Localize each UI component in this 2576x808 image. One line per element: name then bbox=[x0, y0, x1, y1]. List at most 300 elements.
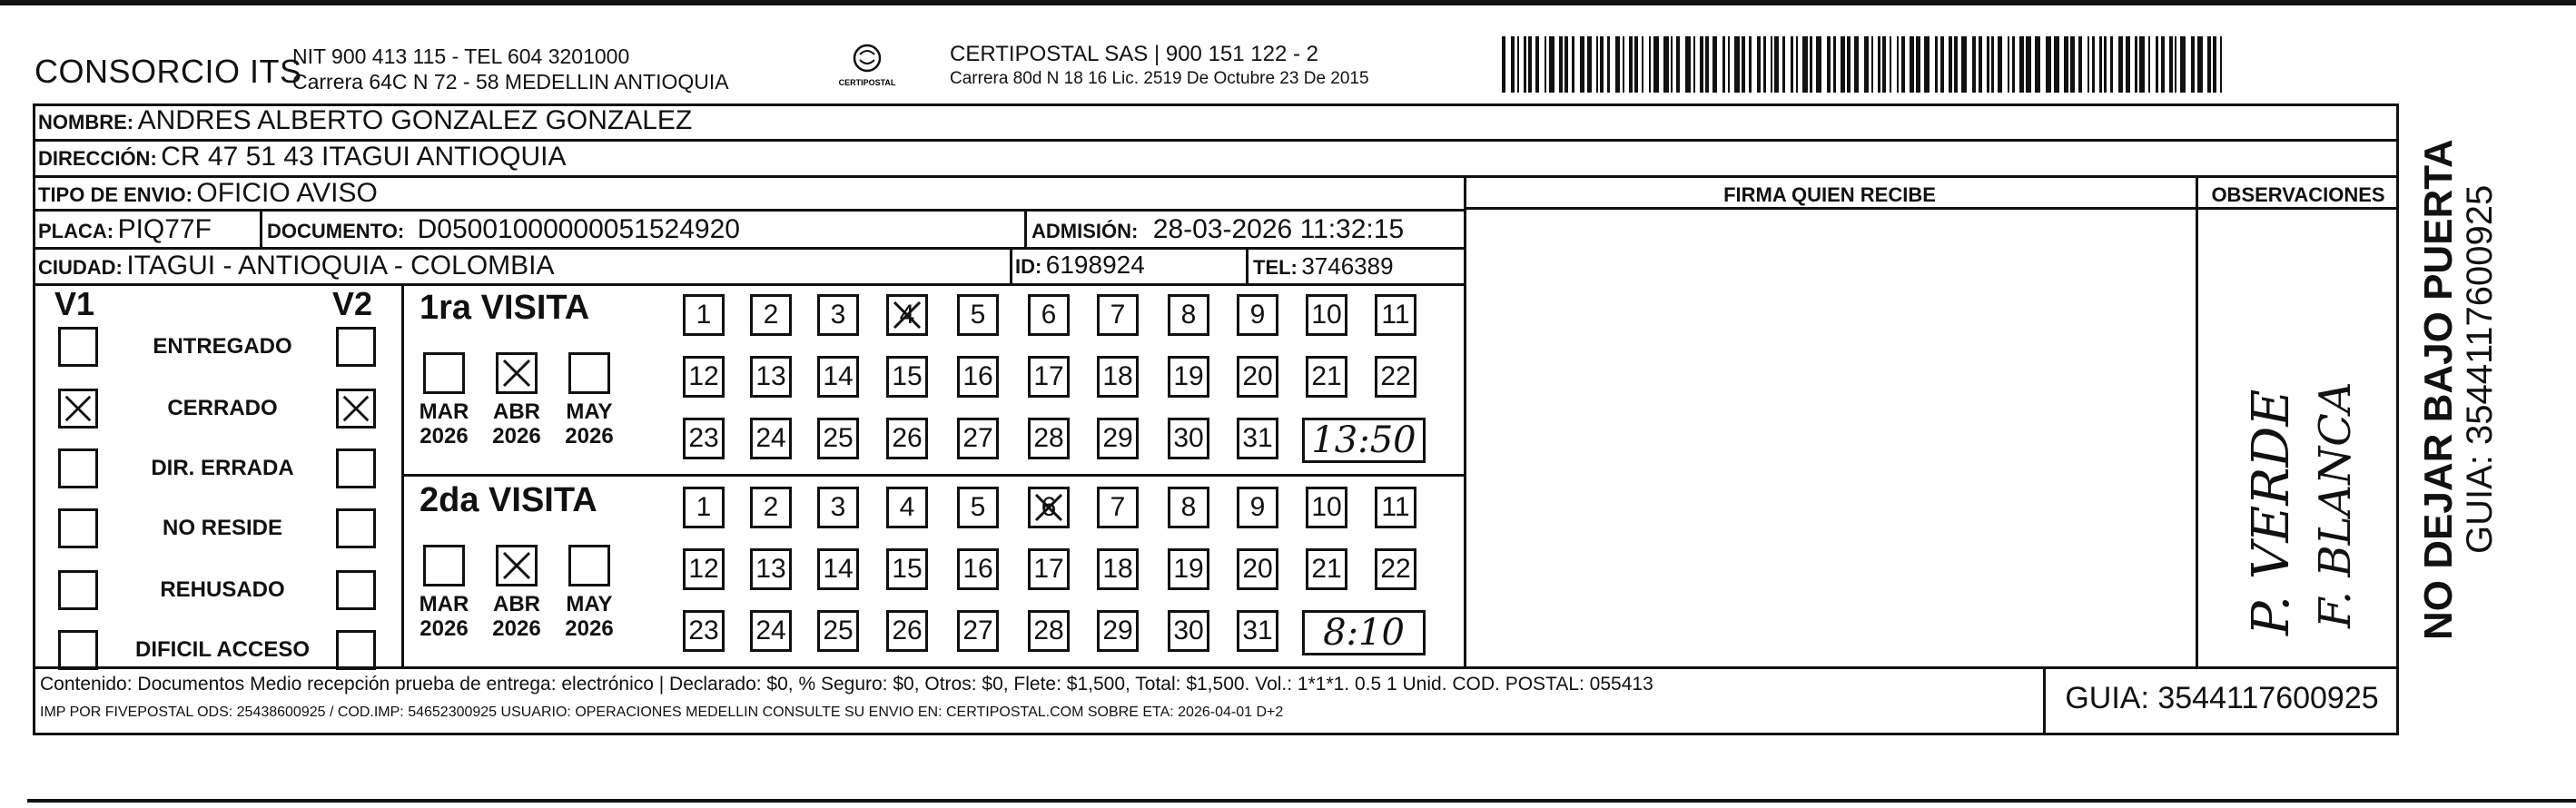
visit2-day-number: 2 bbox=[763, 492, 779, 522]
barcode-bar bbox=[2156, 36, 2158, 93]
visit1-day-cell[interactable] bbox=[886, 294, 928, 336]
barcode-bar bbox=[2110, 36, 2113, 93]
visit1-day-cell[interactable] bbox=[1097, 294, 1139, 336]
visit2-day-cell[interactable] bbox=[750, 487, 792, 528]
visit1-day-cell[interactable] bbox=[886, 356, 928, 398]
visit2-day-number: 20 bbox=[1242, 554, 1273, 584]
side-guia: GUIA: 3544117600925 bbox=[2460, 184, 2500, 554]
barcode-bar bbox=[2175, 36, 2176, 93]
barcode-bar bbox=[1972, 36, 1976, 93]
visit2-month-checkbox[interactable] bbox=[423, 545, 465, 586]
visit1-day-number: 18 bbox=[1102, 361, 1133, 391]
placa-cell bbox=[38, 214, 212, 245]
documento-value: D05001000000051524920 bbox=[417, 214, 740, 244]
visit2-day-number: 4 bbox=[899, 492, 915, 522]
side-text bbox=[2406, 118, 2570, 654]
barcode-bar bbox=[1864, 36, 1869, 93]
visit1-day-number: 3 bbox=[830, 300, 846, 330]
visit1-day-number: 7 bbox=[1110, 300, 1126, 330]
visit1-day-number: 31 bbox=[1242, 423, 1273, 453]
visit2-day-cell[interactable] bbox=[817, 610, 859, 652]
visit2-day-number: 29 bbox=[1102, 616, 1133, 645]
visit2-day-number: 15 bbox=[892, 554, 923, 584]
barcode-bar bbox=[2019, 36, 2024, 93]
barcode-bar bbox=[1847, 36, 1851, 93]
visit1-day-number: 17 bbox=[1033, 361, 1064, 391]
issuer-address: Carrera 64C N 72 - 58 MEDELLIN ANTIOQUIA bbox=[292, 70, 729, 94]
tipo-label: TIPO DE ENVIO: bbox=[38, 183, 192, 206]
barcode-bar bbox=[2220, 36, 2222, 93]
visit1-time-box[interactable]: 13:50 bbox=[1302, 418, 1426, 463]
visit2-day-cell[interactable] bbox=[683, 610, 725, 652]
visit2-day-cell[interactable] bbox=[1097, 487, 1139, 528]
visit1-day-cell[interactable] bbox=[750, 294, 792, 336]
visit1-day-cell[interactable] bbox=[1306, 294, 1347, 336]
barcode-bar bbox=[1634, 36, 1638, 93]
v2-label: V2 bbox=[332, 285, 373, 322]
barcode-bar bbox=[2197, 36, 2203, 93]
visit2-day-cell[interactable] bbox=[1168, 548, 1209, 590]
barcode-bar bbox=[1676, 36, 1680, 93]
visit2-day-number: 12 bbox=[688, 554, 719, 584]
tipo-row bbox=[38, 178, 378, 209]
barcode-bar bbox=[1528, 36, 1532, 93]
visit2-day-number: 31 bbox=[1242, 616, 1273, 645]
barcode-bar bbox=[1517, 36, 1519, 93]
direccion-label: DIRECCIÓN: bbox=[38, 147, 157, 170]
visit2-day-number: 10 bbox=[1311, 492, 1342, 522]
visit2-day-number: 21 bbox=[1311, 554, 1342, 584]
visit1-day-cell[interactable] bbox=[1237, 294, 1278, 336]
barcode-bar bbox=[1615, 36, 1620, 93]
visit1-day-number: 2 bbox=[763, 300, 779, 330]
visit2-month-checkbox[interactable] bbox=[496, 545, 538, 586]
barcode-bar bbox=[1596, 36, 1598, 93]
status-v1-checkbox[interactable] bbox=[58, 508, 98, 548]
nombre-value: ANDRES ALBERTO GONZALEZ GONZALEZ bbox=[137, 105, 693, 135]
barcode-bar bbox=[1816, 36, 1821, 93]
id-label: ID: bbox=[1015, 255, 1042, 278]
visit1-day-number: 21 bbox=[1311, 361, 1342, 391]
visit2-day-cell[interactable] bbox=[886, 548, 928, 590]
visit2-day-cell[interactable] bbox=[1168, 487, 1209, 528]
visit2-day-cell[interactable] bbox=[1237, 487, 1278, 528]
barcode-bar bbox=[2169, 36, 2173, 93]
visit2-day-cell[interactable] bbox=[957, 548, 999, 590]
barcode-bar bbox=[1545, 36, 1546, 93]
row-divider bbox=[1464, 207, 2399, 210]
barcode-bar bbox=[1663, 36, 1669, 93]
barcode-bar bbox=[2139, 36, 2145, 93]
barcode-bar bbox=[1897, 36, 1899, 93]
visit2-day-number: 17 bbox=[1033, 554, 1064, 584]
ciudad-label: CIUDAD: bbox=[38, 256, 123, 279]
barcode-bar bbox=[2207, 36, 2211, 93]
visit1-day-cell[interactable] bbox=[683, 294, 725, 336]
visit2-day-cell[interactable] bbox=[1028, 548, 1070, 590]
barcode-bar bbox=[1734, 36, 1740, 93]
visit1-day-number: 22 bbox=[1380, 361, 1411, 391]
barcode-bar bbox=[1991, 36, 1994, 93]
barcode-bar bbox=[1712, 36, 1717, 93]
visit2-day-cell[interactable] bbox=[683, 487, 725, 528]
col-divider bbox=[260, 212, 262, 248]
visit2-day-cell[interactable] bbox=[1375, 548, 1416, 590]
visit2-day-cell[interactable] bbox=[1237, 548, 1278, 590]
visit2-day-cell[interactable] bbox=[1028, 610, 1070, 652]
row-divider bbox=[33, 209, 1466, 212]
visit2-day-number: 8 bbox=[1180, 492, 1197, 522]
visit1-day-number: 20 bbox=[1242, 361, 1273, 391]
issuer-info bbox=[292, 44, 729, 94]
visit1-day-cell[interactable] bbox=[957, 418, 999, 459]
barcode-bar bbox=[1502, 36, 1505, 93]
visit2-day-number: 13 bbox=[755, 554, 786, 584]
barcode-bar bbox=[1878, 36, 1880, 93]
visit1-day-cell[interactable] bbox=[817, 356, 859, 398]
visit2-day-number: 18 bbox=[1102, 554, 1133, 584]
barcode-bar bbox=[1910, 36, 1914, 93]
barcode-bar bbox=[2092, 36, 2095, 93]
visit1-day-cell[interactable] bbox=[957, 294, 999, 336]
status-v1-checkbox[interactable] bbox=[58, 570, 98, 610]
col-divider bbox=[401, 474, 1466, 477]
footer-guia: GUIA: 3544117600925 bbox=[2065, 681, 2379, 715]
barcode-bar bbox=[2070, 36, 2075, 93]
visit2-day-number: 3 bbox=[830, 492, 846, 522]
barcode-bar bbox=[1854, 36, 1859, 93]
barcode-bar bbox=[1742, 36, 1745, 93]
tipo-value: OFICIO AVISO bbox=[196, 178, 378, 208]
visit1-day-cell[interactable] bbox=[957, 356, 999, 398]
barcode-bar bbox=[2008, 36, 2009, 93]
barcode-bar bbox=[1901, 36, 1905, 93]
barcode-bar bbox=[1524, 36, 1526, 93]
visit2-month-label: ABR 2026 bbox=[492, 592, 541, 641]
visit1-day-number: 9 bbox=[1249, 300, 1266, 330]
barcode-bar bbox=[1559, 36, 1563, 93]
tel-cell bbox=[1253, 252, 1394, 281]
visit1-day-cell[interactable] bbox=[1168, 418, 1209, 459]
id-value: 6198924 bbox=[1045, 251, 1145, 279]
visit1-day-number: 13 bbox=[755, 361, 786, 391]
visit1-day-mark bbox=[889, 297, 925, 340]
brand-name: CONSORCIO ITS bbox=[35, 53, 302, 90]
barcode-bar bbox=[1954, 36, 1958, 93]
barcode-bar bbox=[2180, 36, 2186, 93]
id-cell bbox=[1015, 251, 1145, 280]
direccion-value: CR 47 51 43 ITAGUI ANTIOQUIA bbox=[161, 142, 567, 172]
footer-imp: IMP POR FIVEPOSTAL ODS: 25438600925 / COD.IMP: 54652300925 USUARIO: OPERACIONES MEDELLIN CONSULTE SU ENVIO EN: CERTIPOSTAL.COM SOBRE ETA: 2026-04-01 D+2 bbox=[40, 705, 1284, 720]
visit2-day-number: 27 bbox=[962, 616, 993, 645]
row-divider bbox=[33, 283, 1466, 286]
status-v2-checkbox[interactable] bbox=[336, 327, 376, 367]
status-v1-checkbox[interactable] bbox=[58, 630, 98, 670]
barcode-bar bbox=[2099, 36, 2102, 93]
barcode-bar bbox=[1961, 36, 1967, 93]
barcode-bar bbox=[1607, 36, 1610, 93]
barcode-bar bbox=[1924, 36, 1930, 93]
visit2-day-cell[interactable] bbox=[1237, 610, 1278, 652]
visit2-day-cell[interactable] bbox=[1306, 548, 1347, 590]
barcode-bar bbox=[1572, 36, 1574, 93]
visit2-day-number: 11 bbox=[1381, 492, 1410, 522]
visit1-month-checkbox[interactable] bbox=[496, 352, 538, 394]
status-option-label: DIR. ERRADA bbox=[151, 456, 294, 480]
row-divider bbox=[33, 247, 1466, 250]
col-divider bbox=[1010, 249, 1012, 285]
placa-label: PLACA: bbox=[38, 220, 114, 242]
visit2-time-box[interactable]: 8:10 bbox=[1302, 610, 1426, 655]
status-v2-checkbox[interactable] bbox=[336, 630, 376, 670]
documento-cell bbox=[267, 214, 740, 245]
documento-label: DOCUMENTO: bbox=[267, 220, 405, 242]
status-v1-checkbox[interactable] bbox=[58, 389, 98, 429]
barcode-bar bbox=[1653, 36, 1659, 93]
visit2-day-cell[interactable] bbox=[1028, 487, 1070, 528]
certipostal-line: CERTIPOSTAL SAS | 900 151 122 - 2 bbox=[950, 42, 1318, 66]
ciudad-cell bbox=[38, 251, 555, 281]
visit1-day-cell[interactable] bbox=[817, 418, 859, 459]
barcode-bar bbox=[1705, 36, 1709, 93]
barcode-bar bbox=[1623, 36, 1624, 93]
visit1-month-label: MAR 2026 bbox=[419, 399, 469, 448]
visit1-day-cell[interactable] bbox=[1168, 356, 1209, 398]
visit1-day-number: 16 bbox=[962, 361, 993, 391]
visit1-day-number: 5 bbox=[970, 300, 986, 330]
visit1-day-number: 29 bbox=[1102, 423, 1133, 453]
firma-label: FIRMA QUIEN RECIBE bbox=[1723, 183, 1936, 206]
visit2-day-number: 19 bbox=[1173, 554, 1204, 584]
visit1-day-cell[interactable] bbox=[750, 356, 792, 398]
visit2-day-cell[interactable] bbox=[817, 548, 859, 590]
visit2-day-number: 16 bbox=[962, 554, 993, 584]
barcode-bar bbox=[2148, 36, 2150, 93]
visit1-day-cell[interactable] bbox=[1097, 418, 1139, 459]
visit1-day-number: 4 bbox=[899, 300, 915, 330]
tel-value: 3746389 bbox=[1301, 252, 1394, 280]
barcode-bar bbox=[1987, 36, 1989, 93]
visit1-day-cell[interactable] bbox=[1097, 356, 1139, 398]
barcode-bar bbox=[1833, 36, 1836, 93]
col-divider bbox=[1024, 212, 1027, 248]
barcode-bar bbox=[2046, 36, 2051, 93]
handwritten-line2: F. BLANCA bbox=[2310, 381, 2361, 628]
barcode-bar bbox=[1782, 36, 1785, 93]
barcode-bar bbox=[1642, 36, 1643, 93]
visit1-day-number: 1 bbox=[696, 300, 712, 330]
barcode-bar bbox=[2135, 36, 2137, 93]
barcode-bar bbox=[1549, 36, 1554, 93]
visit2-day-cell[interactable] bbox=[1375, 487, 1416, 528]
tel-label: TEL: bbox=[1253, 256, 1298, 279]
visit1-day-cell[interactable] bbox=[1028, 356, 1070, 398]
barcode-bar bbox=[1827, 36, 1831, 93]
barcode-bar bbox=[1587, 36, 1592, 93]
visit1-title: 1ra VISITA bbox=[419, 289, 590, 327]
visit1-day-number: 30 bbox=[1173, 423, 1204, 453]
visit2-day-number: 25 bbox=[823, 616, 854, 645]
visit1-day-cell[interactable] bbox=[1237, 356, 1278, 398]
visit2-day-cell[interactable] bbox=[1168, 610, 1209, 652]
logo-text: CERTIPOSTAL bbox=[838, 78, 896, 87]
barcode-bar bbox=[1693, 36, 1695, 93]
barcode-bar bbox=[1535, 36, 1539, 93]
visit1-day-cell[interactable] bbox=[1168, 294, 1209, 336]
visit2-day-number: 30 bbox=[1173, 616, 1204, 645]
nombre-label: NOMBRE: bbox=[38, 111, 134, 133]
visit1-day-cell[interactable] bbox=[1306, 356, 1347, 398]
barcode-bar bbox=[1685, 36, 1691, 93]
visit2-day-cell[interactable] bbox=[750, 548, 792, 590]
visit2-day-cell[interactable] bbox=[1097, 548, 1139, 590]
footer-contenido: Contenido: Documentos Medio recepción prueba de entrega: electrónico | Declarado: $0, % Seguro: $0, Otros: $0, Flete: $1,500, Total: $1,500. Vol.: 1*1*1. 0.5 1 Unid. COD. POSTAL: 055413 bbox=[40, 674, 1653, 695]
visit2-day-number: 5 bbox=[970, 492, 986, 522]
visit2-day-mark bbox=[1031, 489, 1067, 533]
barcode-bar bbox=[2191, 36, 2195, 93]
visit1-day-number: 25 bbox=[823, 423, 854, 453]
visit1-day-number: 10 bbox=[1311, 300, 1342, 330]
barcode-bar bbox=[1871, 36, 1873, 93]
barcode-bar bbox=[2012, 36, 2015, 93]
barcode-bar bbox=[1649, 36, 1651, 93]
barcode-bar bbox=[1757, 36, 1761, 93]
bottom-border bbox=[27, 799, 2576, 803]
visit2-day-number: 7 bbox=[1110, 492, 1126, 522]
barcode-bar bbox=[1802, 36, 1808, 93]
visit2-day-cell[interactable] bbox=[957, 610, 999, 652]
visit1-day-cell[interactable] bbox=[1028, 294, 1070, 336]
status-option-label: REHUSADO bbox=[160, 577, 285, 602]
col-divider bbox=[1464, 175, 1466, 668]
barcode-bar bbox=[1810, 36, 1812, 93]
visit2-title: 2da VISITA bbox=[419, 481, 597, 519]
visit1-day-cell[interactable] bbox=[683, 418, 725, 459]
visit2-day-cell[interactable] bbox=[750, 610, 792, 652]
handwritten-line1: P. VERDE bbox=[2242, 389, 2301, 636]
visit2-day-number: 1 bbox=[696, 492, 712, 522]
visit1-day-number: 14 bbox=[823, 361, 854, 391]
status-v2-checkbox[interactable] bbox=[336, 508, 376, 548]
visit2-day-cell[interactable] bbox=[817, 487, 859, 528]
visit2-day-cell[interactable] bbox=[957, 487, 999, 528]
visit1-day-number: 19 bbox=[1173, 361, 1204, 391]
visit2-month-label: MAR 2026 bbox=[419, 592, 469, 641]
visit2-day-number: 9 bbox=[1249, 492, 1266, 522]
visit2-day-number: 26 bbox=[892, 616, 923, 645]
col-divider bbox=[1246, 249, 1249, 285]
visit1-day-cell[interactable] bbox=[886, 418, 928, 459]
visit1-day-number: 27 bbox=[962, 423, 993, 453]
visit2-day-cell[interactable] bbox=[1306, 487, 1347, 528]
barcode-bar bbox=[1728, 36, 1730, 93]
visit1-month-label: MAY 2026 bbox=[565, 399, 614, 448]
direccion-row bbox=[38, 142, 566, 172]
certipostal-logo bbox=[834, 40, 901, 94]
barcode-bar bbox=[1629, 36, 1633, 93]
visit1-day-number: 12 bbox=[688, 361, 719, 391]
visit1-day-number: 28 bbox=[1033, 423, 1064, 453]
row-divider bbox=[33, 175, 2399, 178]
barcode-bar bbox=[1979, 36, 1982, 93]
visit1-day-cell[interactable] bbox=[1375, 294, 1416, 336]
side-warning: NO DEJAR BAJO PUERTA bbox=[2416, 139, 2461, 640]
barcode-bar bbox=[1763, 36, 1766, 93]
status-v1-checkbox[interactable] bbox=[58, 448, 98, 488]
visit1-month-checkbox[interactable] bbox=[423, 352, 465, 394]
admision-label: ADMISIÓN: bbox=[1031, 220, 1139, 242]
visit1-day-cell[interactable] bbox=[1237, 418, 1278, 459]
visit1-day-number: 24 bbox=[755, 423, 786, 453]
visit2-day-cell[interactable] bbox=[683, 548, 725, 590]
barcode-bar bbox=[1998, 36, 2002, 93]
barcode-bar bbox=[1580, 36, 1584, 93]
ciudad-value: ITAGUI - ANTIOQUIA - COLOMBIA bbox=[126, 251, 555, 281]
visit1-day-cell[interactable] bbox=[750, 418, 792, 459]
barcode-bar bbox=[1511, 36, 1515, 93]
status-v1-checkbox[interactable] bbox=[58, 327, 98, 367]
barcode-bar bbox=[2104, 36, 2107, 93]
visit1-month-label: ABR 2026 bbox=[492, 399, 541, 448]
barcode-bar bbox=[1916, 36, 1920, 93]
visit1-day-cell[interactable] bbox=[817, 294, 859, 336]
placa-value: PIQ77F bbox=[117, 214, 212, 244]
barcode-bar bbox=[1774, 36, 1779, 93]
nit-line: NIT 900 413 115 - TEL 604 3201000 bbox=[292, 44, 630, 68]
status-v2-checkbox[interactable] bbox=[336, 570, 376, 610]
visit1-day-number: 8 bbox=[1180, 300, 1197, 330]
v1-label: V1 bbox=[54, 285, 95, 322]
visit2-day-number: 6 bbox=[1041, 492, 1057, 522]
top-border bbox=[0, 0, 2576, 5]
barcode-bar bbox=[1749, 36, 1752, 93]
barcode-bar bbox=[1796, 36, 1798, 93]
barcode-bar bbox=[2126, 36, 2130, 93]
visit1-day-cell[interactable] bbox=[1028, 418, 1070, 459]
observaciones-label: OBSERVACIONES bbox=[2211, 183, 2385, 206]
barcode-bar bbox=[2064, 36, 2068, 93]
barcode-bar bbox=[1791, 36, 1793, 93]
visit1-day-cell[interactable] bbox=[1375, 356, 1416, 398]
status-v2-checkbox[interactable] bbox=[336, 448, 376, 488]
visit1-day-number: 23 bbox=[688, 423, 719, 453]
visit2-day-number: 24 bbox=[755, 616, 786, 645]
status-option-label: ENTREGADO bbox=[153, 334, 292, 359]
visit2-day-cell[interactable] bbox=[886, 610, 928, 652]
barcode-bar bbox=[1940, 36, 1944, 93]
barcode-bar bbox=[2035, 36, 2040, 93]
barcode-bar bbox=[1564, 36, 1568, 93]
visit2-day-number: 14 bbox=[823, 554, 854, 584]
barcode-bar bbox=[1700, 36, 1703, 93]
barcode-bar bbox=[2213, 36, 2216, 93]
visit1-month-checkbox[interactable] bbox=[568, 352, 610, 394]
visit2-day-number: 28 bbox=[1033, 616, 1064, 645]
visit2-month-checkbox[interactable] bbox=[568, 545, 610, 586]
barcode-bar bbox=[1949, 36, 1952, 93]
visit1-day-number: 6 bbox=[1041, 300, 1057, 330]
visit1-day-cell[interactable] bbox=[683, 356, 725, 398]
certipostal-info bbox=[950, 42, 1369, 89]
visit2-day-cell[interactable] bbox=[1097, 610, 1139, 652]
barcode bbox=[1500, 36, 2226, 93]
admision-cell bbox=[1031, 214, 1404, 245]
barcode-bar bbox=[2026, 36, 2031, 93]
barcode-bar bbox=[2087, 36, 2089, 93]
status-v2-checkbox[interactable] bbox=[336, 389, 376, 429]
visit2-day-cell[interactable] bbox=[886, 487, 928, 528]
admision-value: 28-03-2026 11:32:15 bbox=[1152, 214, 1405, 244]
